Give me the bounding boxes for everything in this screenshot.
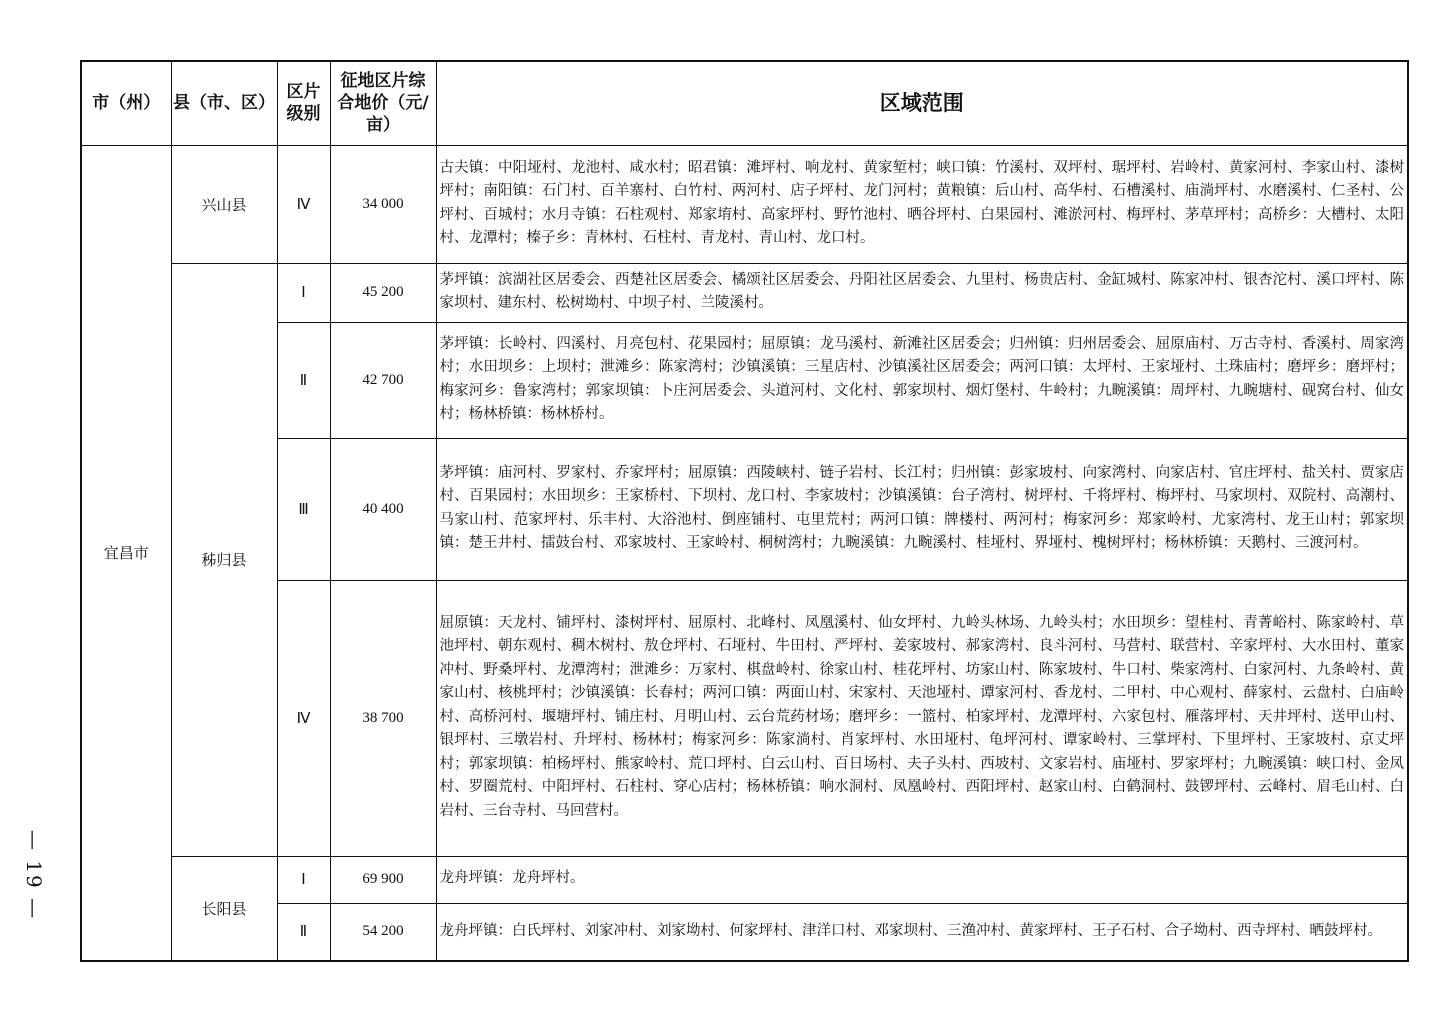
header-level: 区片级别 bbox=[277, 61, 330, 145]
header-range: 区域范围 bbox=[436, 61, 1408, 145]
level-cell: Ⅳ bbox=[277, 145, 330, 263]
city-cell: 宜昌市 bbox=[81, 145, 171, 961]
level-cell: Ⅰ bbox=[277, 263, 330, 322]
table-row bbox=[81, 580, 1408, 856]
county-cell: 长阳县 bbox=[171, 856, 277, 961]
level-cell: Ⅳ bbox=[277, 580, 330, 856]
county-cell: 秭归县 bbox=[171, 263, 277, 856]
level-cell: Ⅲ bbox=[277, 438, 330, 580]
range-cell: 茅坪镇：滨湖社区居委会、西楚社区居委会、橘颂社区居委会、丹阳社区居委会、九里村、杨贵店村、金缸城村、陈家冲村、银杏沱村、溪口坪村、陈家坝村、建东村、松树坳村、中坝子村、兰陵溪村。 bbox=[436, 263, 1408, 322]
table-row bbox=[81, 438, 1408, 580]
header-city: 市（州） bbox=[81, 61, 171, 145]
page-number: — 19 — bbox=[22, 829, 47, 921]
range-cell: 龙舟坪镇：龙舟坪村。 bbox=[436, 856, 1408, 903]
price-cell: 40 400 bbox=[330, 438, 436, 580]
level-cell: Ⅱ bbox=[277, 903, 330, 961]
header-county: 县（市、区） bbox=[171, 61, 277, 145]
range-cell: 古夫镇：中阳垭村、龙池村、咸水村；昭君镇：滩坪村、响龙村、黄家堑村；峡口镇：竹溪村、双坪村、琚坪村、岩岭村、黄家河村、李家山村、漆树坪村；南阳镇：石门村、百羊寨村、白竹村、两河村、店子坪村、龙门河村；黄粮镇：后山村、高华村、石槽溪村、庙淌坪村、水磨溪村、仁圣村、公坪村、百城村；水月寺镇：石柱观村、郑家堉村、高家坪村、野竹池村、晒谷坪村、白果园村、滩淤河村、梅坪村、茅草坪村；高桥乡：大槽村、太阳村、龙潭村；榛子乡：青林村、石柱村、青龙村、青山村、龙口村。 bbox=[436, 145, 1408, 263]
range-cell: 茅坪镇：长岭村、四溪村、月亮包村、花果园村；屈原镇：龙马溪村、新滩社区居委会；归州镇：归州居委会、屈原庙村、万古寺村、香溪村、周家湾村；水田坝乡：上坝村；泄滩乡：陈家湾村；沙镇溪镇：三星店村、沙镇溪社区居委会；两河口镇：太坪村、王家垭村、土珠庙村；磨坪乡：磨坪村；梅家河乡：鲁家湾村；郭家坝镇：卜庄河居委会、头道河村、文化村、郭家坝村、烟灯堡村、牛岭村；九畹溪镇：周坪村、九畹塘村、砚窝台村、仙女村；杨林桥镇：杨林桥村。 bbox=[436, 322, 1408, 438]
land-price-table bbox=[80, 60, 1409, 962]
table-row bbox=[81, 903, 1408, 961]
table-row bbox=[81, 145, 1408, 263]
price-cell: 42 700 bbox=[330, 322, 436, 438]
price-cell: 45 200 bbox=[330, 263, 436, 322]
level-cell: Ⅱ bbox=[277, 322, 330, 438]
range-cell: 茅坪镇：庙河村、罗家村、乔家坪村；屈原镇：西陵峡村、链子岩村、长江村；归州镇：彭家坡村、向家湾村、向家店村、官庄坪村、盐关村、贾家店村、百果园村；水田坝乡：王家桥村、下坝村、龙口村、李家坡村；沙镇溪镇：台子湾村、树坪村、千将坪村、梅坪村、马家坝村、双院村、高潮村、马家山村、范家坪村、乐丰村、大浴池村、倒座铺村、屯里荒村；两河口镇：牌楼村、两河村；梅家河乡：郑家岭村、尤家湾村、龙王山村；郭家坝镇：楚王井村、擂鼓台村、邓家坡村、王家岭村、桐树湾村；九畹溪镇：九畹溪村、桂垭村、界垭村、槐树坪村；杨林桥镇：天鹅村、三渡河村。 bbox=[436, 438, 1408, 580]
header-price: 征地区片综合地价（元/亩） bbox=[330, 61, 436, 145]
table-row bbox=[81, 856, 1408, 903]
price-cell: 34 000 bbox=[330, 145, 436, 263]
level-cell: Ⅰ bbox=[277, 856, 330, 903]
range-cell: 龙舟坪镇：白氏坪村、刘家冲村、刘家坳村、何家坪村、津洋口村、邓家坝村、三渔冲村、黄家坪村、王子石村、合子坳村、西寺坪村、晒鼓坪村。 bbox=[436, 903, 1408, 961]
county-cell: 兴山县 bbox=[171, 145, 277, 263]
table-row bbox=[81, 322, 1408, 438]
price-cell: 54 200 bbox=[330, 903, 436, 961]
price-cell: 69 900 bbox=[330, 856, 436, 903]
price-cell: 38 700 bbox=[330, 580, 436, 856]
range-cell: 屈原镇：天龙村、铺坪村、漆树坪村、屈原村、北峰村、凤凰溪村、仙女坪村、九岭头林场、九岭头村；水田坝乡：望桂村、青菁峪村、陈家岭村、草池坪村、朝东观村、稠木树村、敖仓坪村、石垭村、牛田村、严坪村、姜家坡村、郝家湾村、良斗河村、马营村、联营村、辛家坪村、大水田村、董家冲村、野桑坪村、龙潭湾村；泄滩乡：万家村、棋盘岭村、徐家山村、桂花坪村、坊家山村、陈家坡村、牛口村、柴家湾村、白家河村、九条岭村、黄家山村、核桃坪村；沙镇溪镇：长春村；两河口镇：两面山村、宋家村、天池垭村、谭家河村、香龙村、二甲村、中心观村、薛家村、云盘村、白庙岭村、高桥河村、堰塘坪村、铺庄村、月明山村、云台荒药材场；磨坪乡：一篮村、柏家坪村、龙潭坪村、六家包村、雁落坪村、天井坪村、送甲山村、银坪村、三墩岩村、升坪村、杨林村；梅家河乡：陈家淌村、肖家坪村、水田垭村、龟坪河村、谭家岭村、三掌坪村、下里坪村、王家坡村、京丈坪村；郭家坝镇：柏杨坪村、熊家岭村、荒口坪村、白云山村、百日场村、夫子头村、西坡村、文家岩村、庙垭村、罗家坪村；九畹溪镇：峡口村、金凤村、罗圈荒村、中阳坪村、石柱村、穿心店村；杨林桥镇：响水洞村、凤凰岭村、西阳坪村、赵家山村、白鹤洞村、鼓锣坪村、云峰村、眉毛山村、白岩村、三台寺村、马回营村。 bbox=[436, 580, 1408, 856]
table-row bbox=[81, 263, 1408, 322]
header-row bbox=[81, 61, 1408, 145]
